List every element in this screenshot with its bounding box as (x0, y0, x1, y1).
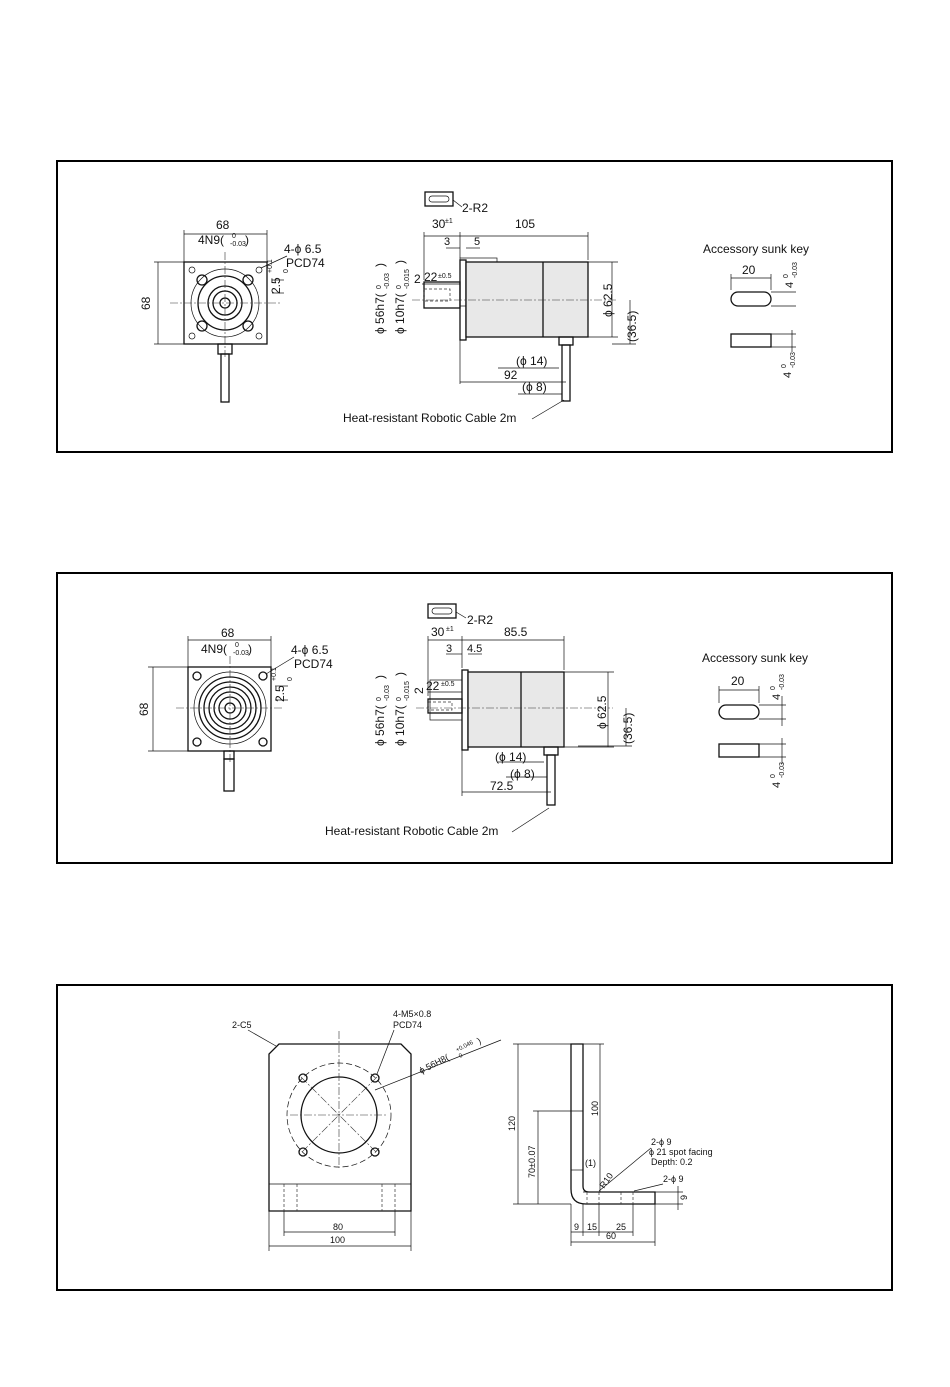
cable-pos-label: 92 (504, 368, 518, 382)
accessory-key (702, 651, 808, 788)
mount-hole (243, 275, 253, 285)
key-slot-label: 4N9( (198, 233, 225, 247)
front-view (137, 626, 333, 791)
motor-body (468, 672, 564, 747)
cable-dia-label: (ϕ 8) (522, 380, 547, 394)
flange (462, 670, 468, 750)
svg-text:0: 0 (770, 686, 777, 690)
motor-drawing-105 (58, 162, 895, 455)
svg-text:): ) (248, 642, 252, 656)
svg-text:): ) (393, 672, 407, 676)
svg-text:±1: ±1 (445, 218, 453, 225)
cable-label: Heat-resistant Robotic Cable 2m (343, 411, 517, 425)
mount-hole (243, 321, 253, 331)
svg-text:+0.1: +0.1 (271, 667, 278, 681)
svg-text:-0.03: -0.03 (792, 262, 799, 278)
dim-2-label: 2 (414, 272, 421, 286)
holes2-label: 2-ϕ 9 (663, 1174, 684, 1184)
front-view (139, 218, 325, 402)
svg-text:0: 0 (770, 774, 777, 778)
bracket-profile (571, 1044, 655, 1204)
key-height-label: 4 (782, 371, 794, 378)
bore-label: ϕ 56H8( (417, 1052, 451, 1076)
svg-text:3: 3 (444, 236, 451, 248)
svg-text:0: 0 (287, 677, 294, 681)
holes-label: 4-ϕ 6.5 (284, 242, 322, 256)
cable (562, 345, 570, 401)
dim-15-label: 15 (587, 1222, 598, 1232)
tap-hole (299, 1074, 307, 1082)
svg-text:±0.5: ±0.5 (438, 273, 452, 280)
key-slot-label: 4N9( (201, 642, 228, 656)
mount-hole (193, 672, 201, 680)
tap-hole (299, 1148, 307, 1156)
motor-drawing-85 (58, 574, 895, 866)
center-height-label: 70±0.07 (527, 1145, 537, 1178)
svg-text:0: 0 (235, 642, 239, 649)
svg-text:-0.03: -0.03 (384, 273, 391, 289)
key-slot (424, 289, 450, 301)
corner-label: 2-R2 (467, 613, 494, 627)
key-depth-label: 2.5 (273, 685, 287, 702)
svg-text:±0.5: ±0.5 (441, 681, 455, 688)
pcd-label: PCD74 (393, 1020, 423, 1030)
height-label: 120 (507, 1115, 517, 1131)
body-length-label: 85.5 (504, 625, 528, 639)
cable-label: Heat-resistant Robotic Cable 2m (325, 824, 499, 838)
key-length-label: 22 (426, 679, 440, 693)
flange-height-label: 100 (590, 1100, 600, 1116)
holes-label: 4-ϕ 6.5 (291, 643, 329, 657)
cable-dia-label: (ϕ 8) (510, 767, 535, 781)
holes-label: 2-ϕ 9 (651, 1137, 672, 1147)
dim-2-label: 2 (412, 687, 426, 694)
offset-label: (1) (585, 1158, 596, 1168)
pcd-label: PCD74 (294, 657, 333, 671)
key-width-label: 4 (784, 281, 796, 288)
taps-label: 4-M5×0.8 (393, 1009, 432, 1019)
svg-text:0: 0 (396, 285, 403, 289)
svg-text:): ) (393, 260, 407, 264)
length-label: 60 (606, 1231, 617, 1241)
body-dia-label: ϕ 62.5 (595, 695, 609, 729)
front-width-label: 68 (216, 218, 230, 232)
svg-text:+0.046: +0.046 (455, 1040, 475, 1054)
bracket-drawing (58, 986, 895, 1293)
key-top-view (731, 292, 771, 306)
key-slot (428, 702, 452, 710)
svg-text:0: 0 (458, 1052, 464, 1060)
key-length-label: 20 (742, 263, 756, 277)
svg-text:0: 0 (783, 274, 790, 278)
svg-text:-0.03: -0.03 (230, 241, 246, 248)
thickness-label: 9 (679, 1194, 689, 1200)
chamfer-label: 2-C5 (232, 1020, 252, 1030)
key-height-label: 4 (771, 781, 783, 788)
svg-text:): ) (475, 1035, 483, 1046)
key-side-view (731, 334, 771, 347)
pilot-label: ϕ 56h7( (373, 293, 387, 334)
svg-text:±1: ±1 (446, 626, 454, 633)
tap-hole (371, 1148, 379, 1156)
key-width-label: 4 (771, 693, 783, 700)
shaft-dia-label: ϕ 10h7( (393, 705, 407, 746)
svg-text:4.5: 4.5 (467, 643, 483, 655)
svg-text:0: 0 (283, 269, 290, 273)
svg-text:-0.03: -0.03 (779, 762, 786, 778)
radius-label: R10 (597, 1170, 616, 1191)
hole-span-label: 80 (333, 1222, 344, 1232)
body-length-label: 105 (515, 217, 536, 231)
key-title: Accessory sunk key (703, 242, 810, 256)
drawing-panel-motor-85 (56, 572, 893, 864)
svg-text:0: 0 (781, 364, 788, 368)
pilot-label: ϕ 56h7( (373, 705, 387, 746)
svg-text:-0.03: -0.03 (233, 650, 249, 657)
side-view (343, 192, 639, 425)
cable-pos-label: 72.5 (490, 779, 514, 793)
svg-text:-0.03: -0.03 (384, 685, 391, 701)
body-dia-label: ϕ 62.5 (601, 283, 615, 317)
svg-text:-0.03: -0.03 (790, 352, 797, 368)
mount-hole (259, 738, 267, 746)
drawing-panel-motor-105 (56, 160, 893, 453)
svg-text:0: 0 (232, 233, 236, 240)
svg-text:-0.015: -0.015 (404, 269, 411, 289)
svg-text:): ) (373, 675, 387, 679)
svg-text:0: 0 (396, 697, 403, 701)
shaft-length-label: 30 (431, 625, 445, 639)
key-top-view (719, 705, 759, 719)
mount-hole (197, 321, 207, 331)
dim-9-label: 9 (574, 1222, 580, 1232)
drawing-panel-mounting-bracket (56, 984, 893, 1291)
cable (221, 354, 229, 402)
front-height-label: 68 (137, 702, 151, 716)
bracket-front-view (232, 1009, 501, 1251)
front-height-label: 68 (139, 296, 153, 310)
key-length-label: 20 (731, 674, 745, 688)
mount-hole (197, 275, 207, 285)
tap-hole (371, 1074, 379, 1082)
key-side-view (719, 744, 759, 757)
spot-label: ϕ 21 spot facing (649, 1147, 713, 1157)
depth-label: Depth: 0.2 (651, 1157, 693, 1167)
side-view (325, 604, 635, 838)
shaft-length-label: 30 (432, 217, 446, 231)
width-label: 100 (330, 1235, 346, 1245)
cable-offset-label: (36.5) (621, 712, 635, 744)
cable-boss-label: (ϕ 14) (516, 354, 548, 368)
motor-body (466, 262, 588, 337)
accessory-key (703, 242, 809, 378)
cable-boss (559, 337, 573, 345)
shaft (428, 699, 462, 713)
svg-text:5: 5 (474, 236, 481, 248)
bracket-side-view (507, 1044, 713, 1246)
key-length-label: 22 (424, 270, 438, 284)
svg-text:3: 3 (446, 643, 453, 655)
svg-text:0: 0 (376, 285, 383, 289)
shaft-dia-label: ϕ 10h7( (393, 293, 407, 334)
cable (547, 755, 555, 805)
corner-label: 2-R2 (462, 201, 489, 215)
front-width-label: 68 (221, 626, 235, 640)
svg-text:+0.1: +0.1 (267, 259, 274, 273)
pcd-label: PCD74 (286, 256, 325, 270)
cable-boss (544, 747, 558, 755)
svg-text:-0.015: -0.015 (404, 681, 411, 701)
cable (224, 759, 234, 791)
cable-boss (224, 751, 234, 759)
cable-boss-label: (ϕ 14) (495, 750, 527, 764)
key-title: Accessory sunk key (702, 651, 809, 665)
key-depth-label: 2.5 (269, 277, 283, 294)
svg-text:): ) (245, 233, 249, 247)
mount-hole (259, 672, 267, 680)
svg-text:0: 0 (376, 697, 383, 701)
mount-hole (193, 738, 201, 746)
shaft (424, 282, 460, 308)
cable-offset-label: (36.5) (625, 310, 639, 342)
dim-25-label: 25 (616, 1222, 627, 1232)
svg-text:): ) (373, 263, 387, 267)
svg-text:-0.03: -0.03 (779, 674, 786, 690)
